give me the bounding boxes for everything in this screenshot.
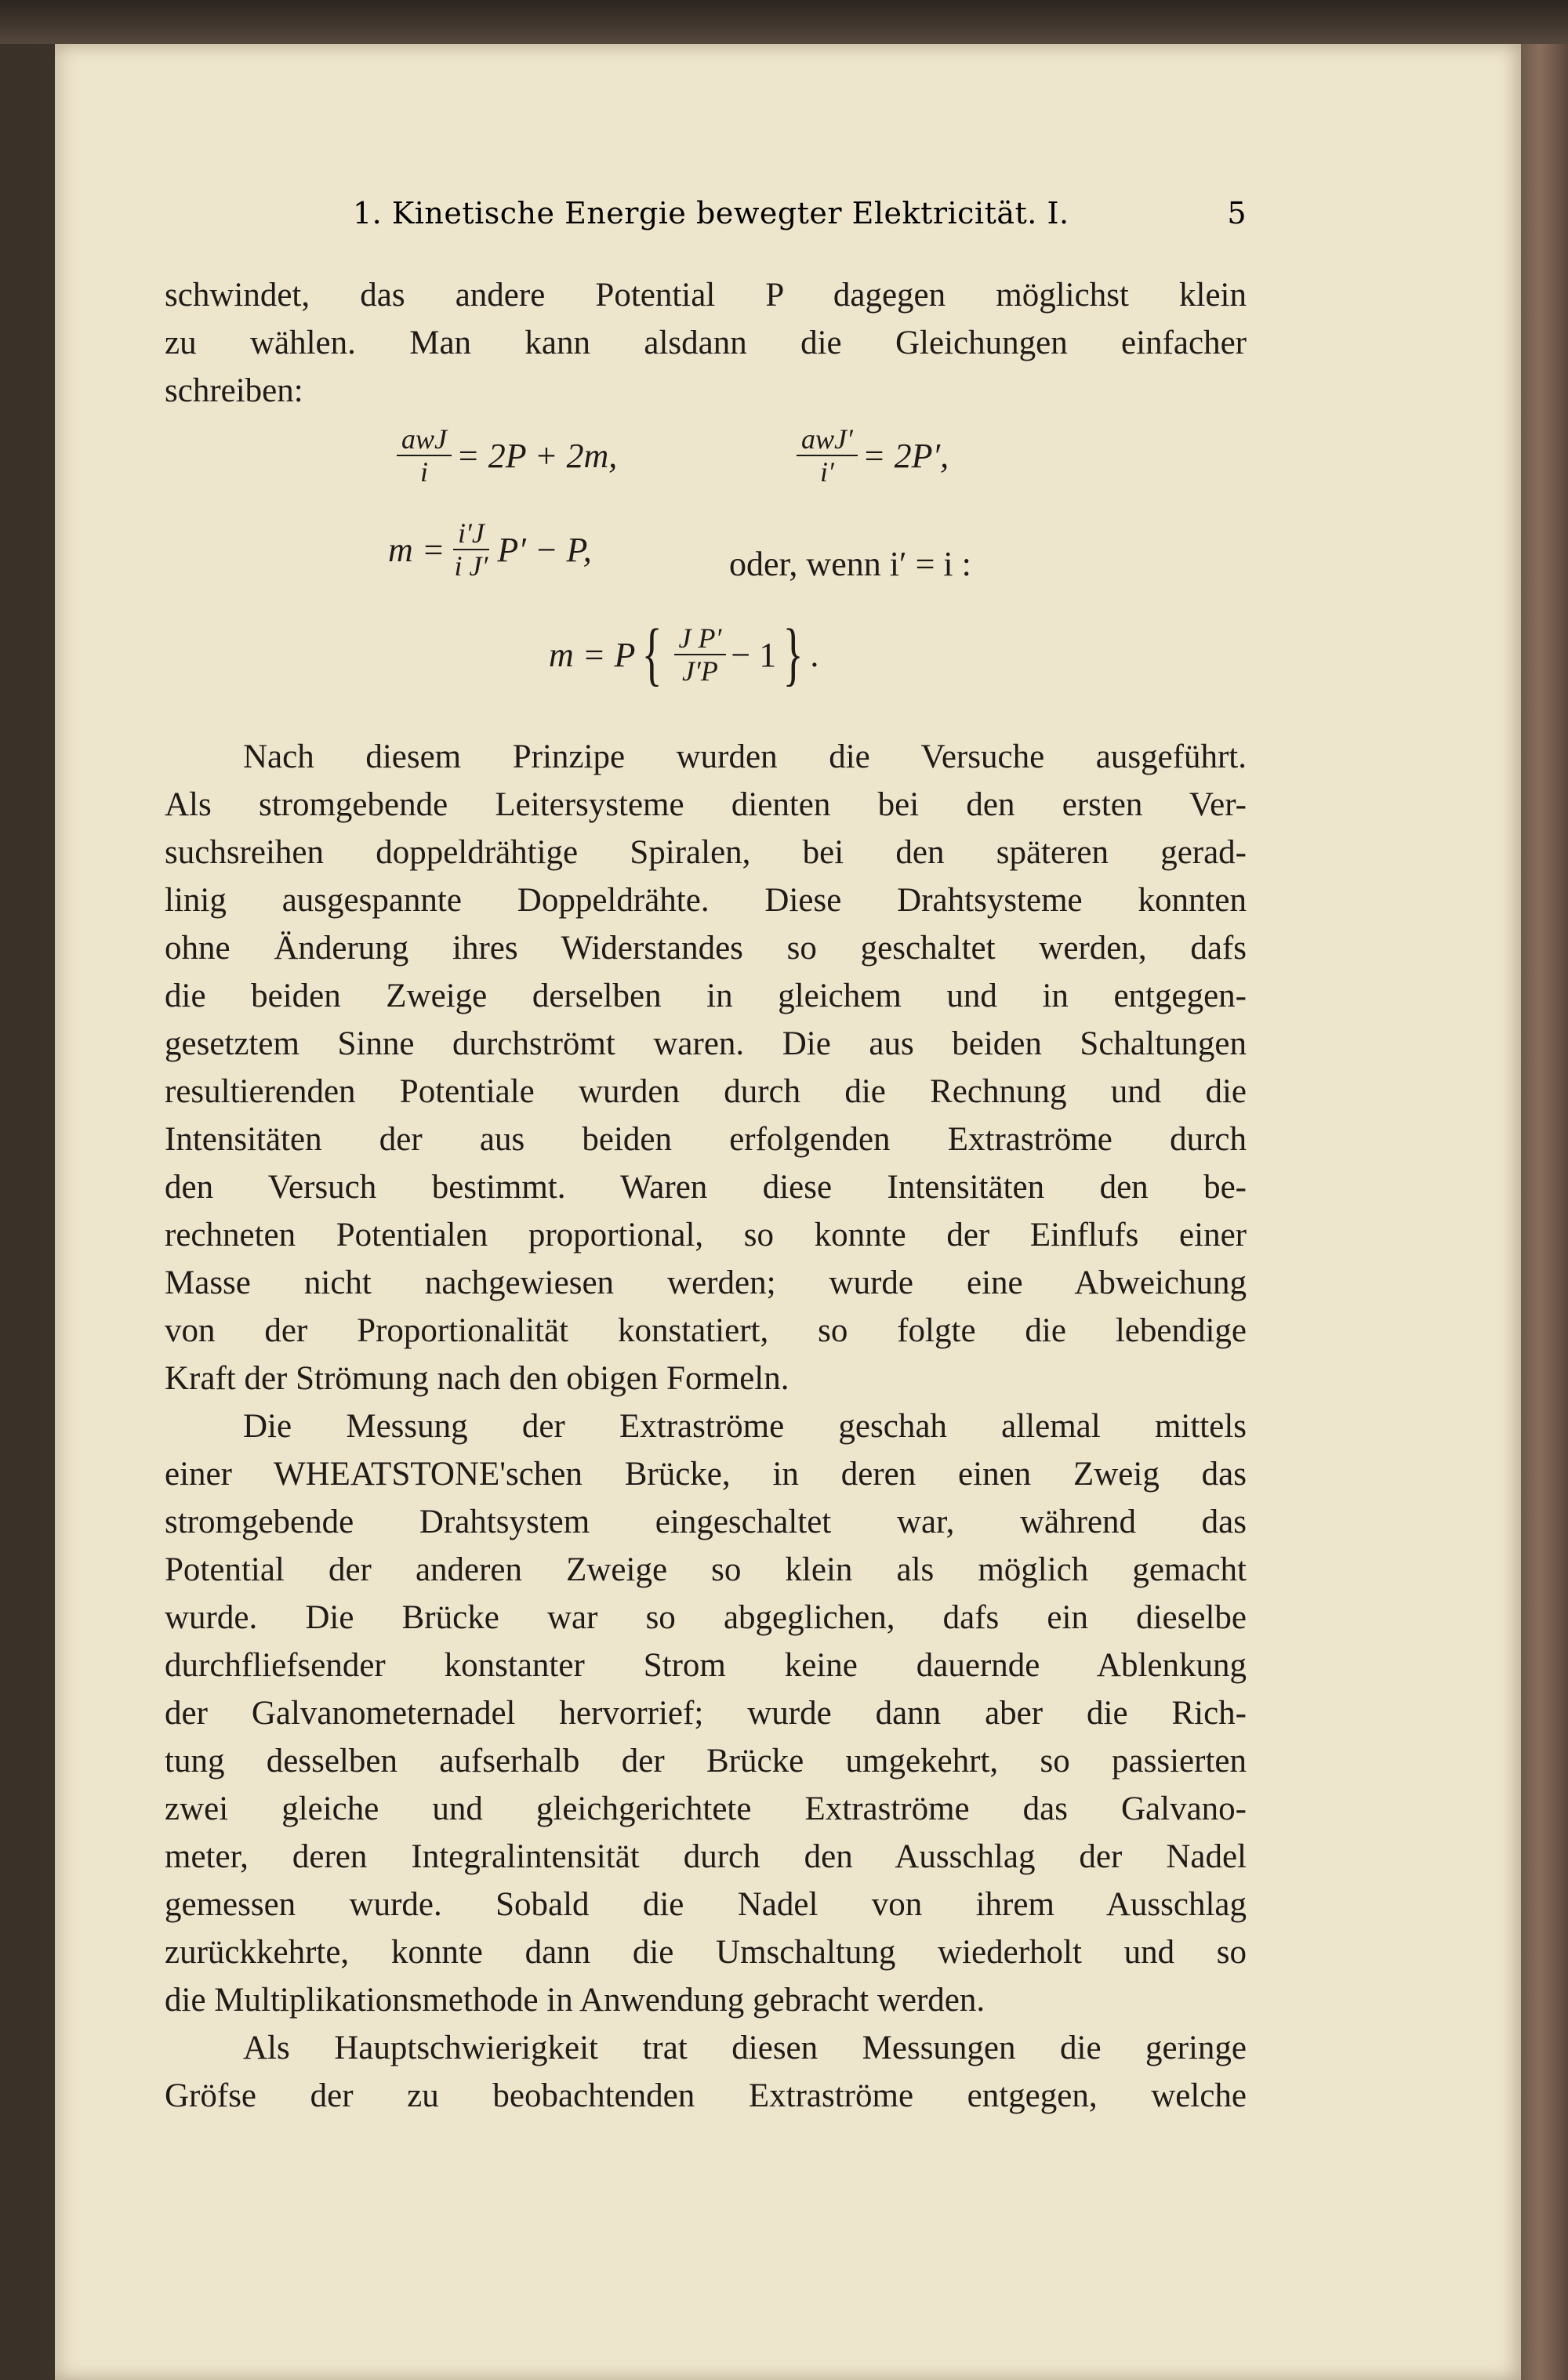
text-line: resultierenden Potentiale wurden durch die Rechnung und die [165, 1073, 1247, 1110]
text-line: gesetztem Sinne durchströmt waren. Die aus beiden Schaltungen [165, 1025, 1247, 1062]
text-line: einer WHEATSTONE'schen Brücke, in deren einen Zweig das [165, 1456, 1247, 1493]
right-brace: } [782, 615, 804, 693]
text-line: rechneten Potentialen proportional, so konnte der Einflufs einer [165, 1217, 1247, 1253]
text-line: den Versuch bestimmt. Waren diese Intensitäten den be- [165, 1169, 1247, 1206]
text-line: von der Proportionalität konstatiert, so folgte die lebendige [165, 1312, 1247, 1349]
equation-4: m = P { $\frac{\text{J P′}}{J'P}$ − 1 } . [549, 615, 819, 693]
text-line: wurde. Die Brücke war so abgeglichen, dafs ein dieselbe [165, 1599, 1247, 1636]
fraction: $\frac{\text{awJ}}{i}$ [397, 423, 452, 488]
intro-text [165, 271, 1247, 415]
text-line: linig ausgespannte Doppeldrähte. Diese Drahtsysteme konnten [165, 882, 1247, 919]
paragraph-2 [165, 1402, 1247, 2024]
fraction: $\frac{\text{J P′}}{J'P}$ [674, 622, 727, 687]
text-line: durchfliefsender konstanter Strom keine dauernde Ablenkung [165, 1647, 1247, 1684]
paragraph-1 [165, 733, 1247, 1402]
paragraph-3 [165, 2024, 1247, 2120]
text-line: gemessen wurde. Sobald die Nadel von ihrem Ausschlag [165, 1886, 1247, 1923]
text-line: ohne Änderung ihres Widerstandes so geschaltet werden, dafs [165, 930, 1247, 967]
text-line: Gröfse der zu beobachtenden Extraströme entgegen, welche [165, 2077, 1247, 2114]
book-spine-edge [1521, 44, 1568, 2380]
page-number: 5 [1227, 196, 1247, 230]
text-line: Die Messung der Extraströme geschah allemal mittels [243, 1408, 1247, 1445]
fraction: $\frac{\text{awJ′}}{i'}$ [797, 423, 858, 488]
text-line: zurückkehrte, konnte dann die Umschaltung wiederholt und so [165, 1934, 1247, 1971]
text-line: zwei gleiche und gleichgerichtete Extraströme das Galvano- [165, 1790, 1247, 1827]
text-line: die beiden Zweige derselben in gleichem und in entgegen- [165, 978, 1247, 1014]
text-line: zu wählen. Man kann alsdann die Gleichungen einfacher [165, 325, 1247, 361]
text-line: der Galvanometernadel hervorrief; wurde dann aber die Rich- [165, 1695, 1247, 1732]
text-line: schwindet, das andere Potential P dagegen möglichst klein [165, 277, 1247, 314]
text-line: Masse nicht nachgewiesen werden; wurde eine Abweichung [165, 1264, 1247, 1301]
equation-2: $\frac{\text{awJ′}}{i'}$ = 2P′, [792, 423, 949, 488]
equation-3-condition: oder, wenn i′ = i : [729, 545, 971, 583]
running-title: 1. Kinetische Energie bewegter Elektricität. I. [353, 196, 1069, 230]
text-line: Potential der anderen Zweige so klein als möglich gemacht [165, 1551, 1247, 1588]
fraction: $\frac{i'J}{\text{i J′}}$ [454, 517, 488, 582]
text-line: suchsreihen doppeldrähtige Spiralen, bei den späteren gerad- [165, 834, 1247, 871]
left-brace: { [641, 615, 662, 693]
equation-1: $\frac{\text{awJ}}{i}$ = 2P + 2m, [392, 423, 617, 488]
text-line: tung desselben aufserhalb der Brücke umgekehrt, so passierten [165, 1743, 1247, 1780]
book-top-edge [0, 0, 1568, 44]
text-line: Intensitäten der aus beiden erfolgenden Extraströme durch [165, 1121, 1247, 1158]
text-line: die Multiplikationsmethode in Anwendung gebracht werden. [165, 1982, 985, 2019]
text-line: Kraft der Strömung nach den obigen Formeln. [165, 1360, 789, 1397]
text-line: stromgebende Drahtsystem eingeschaltet war, während das [165, 1504, 1247, 1540]
text-line: schreiben: [165, 372, 303, 409]
equation-3: m = $\frac{i'J}{\text{i J′}}$ P′ − P, [388, 517, 592, 582]
text-line: Als stromgebende Leitersysteme dienten bei den ersten Ver- [165, 786, 1247, 823]
text-line: Nach diesem Prinzipe wurden die Versuche ausgeführt. [243, 738, 1247, 775]
text-line: meter, deren Integralintensität durch den Ausschlag der Nadel [165, 1838, 1247, 1875]
text-line: Als Hauptschwierigkeit trat diesen Messungen die geringe [243, 2030, 1247, 2066]
